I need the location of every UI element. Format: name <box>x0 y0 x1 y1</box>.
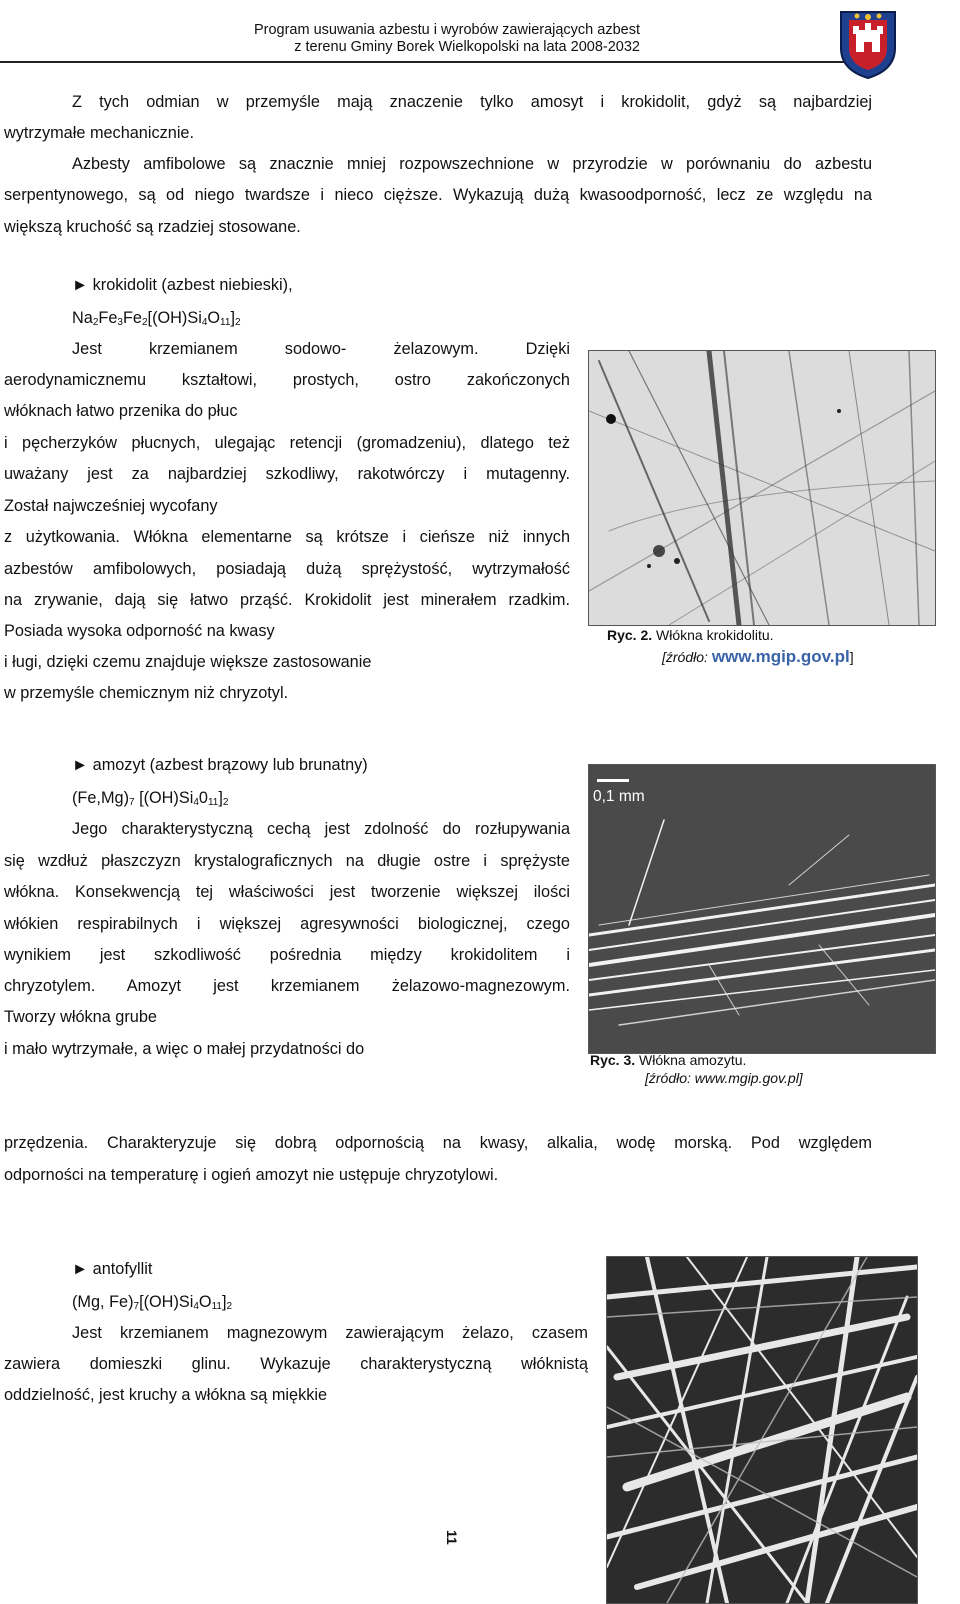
amozyt-line: Tworzy włókna grube <box>4 1008 157 1026</box>
antofyllit-formula: (Mg, $Fe)_7[(OH)Si_4O_{11}]_2$ <box>72 1293 233 1312</box>
antofyllit-line: oddzielność, jest kruchy a włókna są miękkie <box>4 1386 328 1404</box>
krokidolit-formula: $Na_2Fe_3Fe_2[(OH)Si_4O_{11}]_2$ <box>72 309 241 328</box>
amozyt-cont-line1: przędzenia. Charakteryzuje się dobrą odpornością na kwasy, alkalia, wodę morską. Pod względem <box>4 1134 872 1152</box>
header-title-line1: Program usuwania azbestu i wyrobów zawierających azbest <box>253 22 640 38</box>
antofyllit-line: zawiera domieszki glinu. Wykazuje charakterystyczną włóknistą <box>4 1355 588 1373</box>
intro-p2-line1: Azbesty amfibolowe są znacznie mniej rozpowszechnione w przyrodzie w porównaniu do azbestu <box>72 155 872 173</box>
antofyllit-heading: ► antofyllit <box>72 1260 153 1278</box>
antofyllit-fiber-image <box>606 1256 918 1604</box>
intro-p2-line2: serpentynowego, są od niego twardsze i nieco cięższe. Wykazują dużą kwasoodporność, lecz ze względu na <box>4 186 872 204</box>
krokidolit-line: i pęcherzyków płucnych, ulegając retencji (gromadzeniu), dlatego też <box>4 434 570 452</box>
source-link[interactable]: www.mgip.gov.pl <box>711 647 850 666</box>
amozyt-line: i mało wytrzymałe, a więc o małej przydatności do <box>4 1040 365 1058</box>
krokidolit-line: Jest krzemianem sodowo- żelazowym. Dzięki <box>72 340 570 358</box>
krokidolit-line: uważany jest za najbardziej szkodliwy, rakotwórczy i mutagenny. <box>4 465 570 483</box>
fig3-caption: Ryc. 3. Włókna amozytu. <box>590 1052 747 1068</box>
coat-of-arms-icon <box>837 8 899 80</box>
fig3-source: [źródło: www.mgip.gov.pl] <box>645 1070 803 1086</box>
amozyt-heading: ► amozyt (azbest brązowy lub brunatny) <box>72 756 368 774</box>
amozyt-cont-line2: odporności na temperaturę i ogień amozyt nie ustępuje chryzotylowi. <box>4 1166 499 1184</box>
krokidolit-fiber-image <box>588 350 936 626</box>
page-header <box>0 0 960 62</box>
krokidolit-line: włóknach łatwo przenika do płuc <box>4 402 238 420</box>
intro-p2-line3: większą kruchość są rzadziej stosowane. <box>4 218 301 236</box>
fig2-source: [źródło: www.mgip.gov.pl] <box>662 647 854 666</box>
scale-bar-label: 0,1 mm <box>593 788 645 805</box>
krokidolit-line: Został najwcześniej wycofany <box>4 497 218 515</box>
amozyt-line: wynikiem jest szkodliwość pośrednia między krokidolitem i <box>4 946 570 964</box>
krokidolit-heading: ► krokidolit (azbest niebieski), <box>72 276 293 294</box>
amozyt-line: włókien respirabilnych i większej agresywności biologicznej, czego <box>4 915 570 933</box>
krokidolit-line: na zrywanie, dają się łatwo prząść. Krokidolit jest minerałem rzadkim. <box>4 591 570 609</box>
amozyt-line: Jego charakterystyczną cechą jest zdolność do rozłupywania <box>72 820 570 838</box>
krokidolit-line: Posiada wysoka odporność na kwasy <box>4 622 275 640</box>
fig2-caption: Ryc. 2. Włókna krokidolitu. <box>607 627 774 643</box>
amozyt-line: włókna. Konsekwencją tej właściwości jest tworzenie większej ilości <box>4 883 570 901</box>
antofyllit-line: Jest krzemianem magnezowym zawierającym żelazo, czasem <box>72 1324 588 1342</box>
intro-p1-line2: wytrzymałe mechanicznie. <box>4 124 195 142</box>
amozyt-line: chryzotylem. Amozyt jest krzemianem żelazowo-magnezowym. <box>4 977 570 995</box>
krokidolit-line: azbestów amfibolowych, posiadają dużą sprężystość, wytrzymałość <box>4 560 570 578</box>
krokidolit-line: z użytkowania. Włókna elementarne są krótsze i cieńsze niż innych <box>4 528 570 546</box>
page-number: 11 <box>444 1530 460 1545</box>
header-divider <box>0 61 888 63</box>
krokidolit-line: i ługi, dzięki czemu znajduje większe zastosowanie <box>4 653 372 671</box>
header-title-line2: z terenu Gminy Borek Wielkopolski na lata 2008-2032 <box>294 39 640 55</box>
intro-p1-line1: Z tych odmian w przemyśle mają znaczenie tylko amosyt i krokidolit, gdyż są najbardziej <box>72 93 872 111</box>
amozyt-line: się wzdłuż płaszczyzn krystalograficznych na długie ostre i sprężyste <box>4 852 570 870</box>
amozyt-fiber-image <box>588 764 936 1054</box>
krokidolit-line: w przemyśle chemicznym niż chryzotyl. <box>4 684 289 702</box>
amozyt-formula: $(Fe,Mg)_7$ $[(OH)Si_40_{11}]_2$ <box>72 789 229 808</box>
krokidolit-line: aerodynamicznemu kształtowi, prostych, ostro zakończonych <box>4 371 570 389</box>
